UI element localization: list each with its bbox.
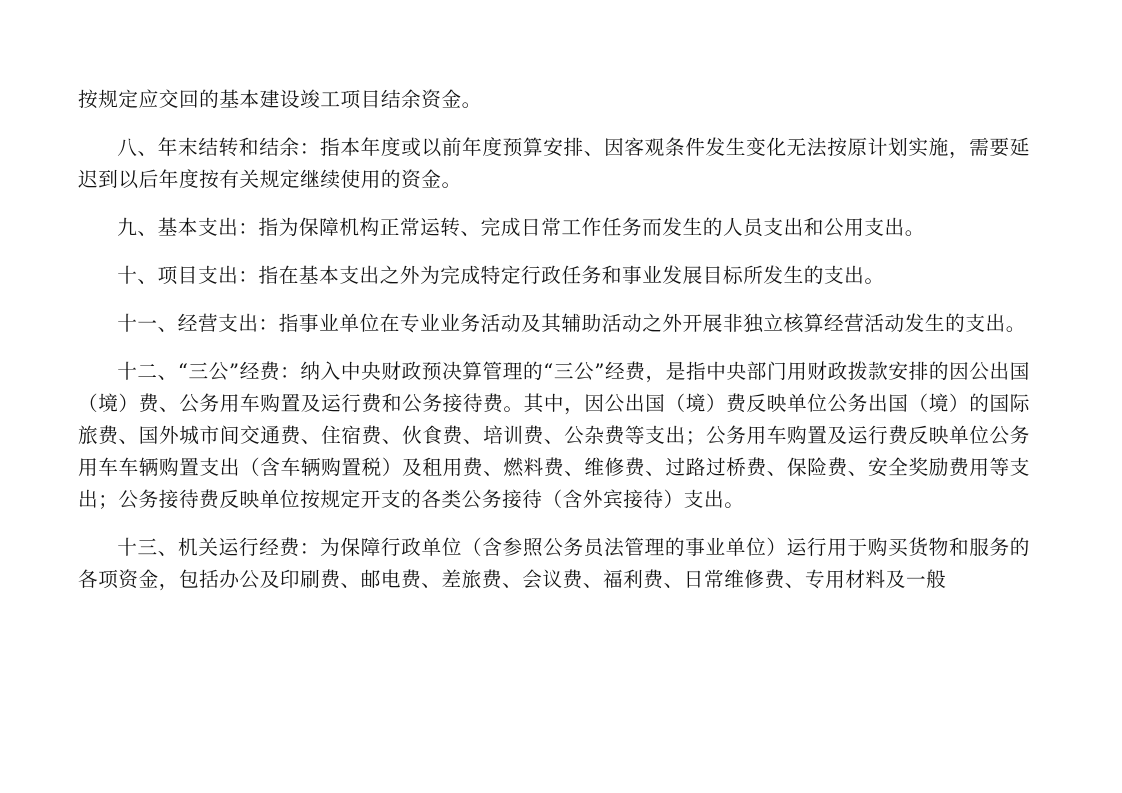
paragraph-three-public-expenses: 十二、“三公”经费：纳入中央财政预决算管理的“三公”经费，是指中央部门用财政拨款安排的因公出国（境）费、公务用车购置及运行费和公务接待费。其中，因公出国（境）费反映单位公务出国（境）的国际旅费、国外城市间交通费、住宿费、伙食费、培训费、公杂费等支出；公务用车购置及运行费反映单位公务用车车辆购置支出（含车辆购置税）及租用费、燃料费、维修费、过路过桥费、保险费、安全奖励费用等支出；公务接待费反映单位按规定开支的各类公务接待（含外宾接待）支出。 — [78, 360, 1030, 511]
paragraph-agency-operating-funds: 十三、机关运行经费：为保障行政单位（含参照公务员法管理的事业单位）运行用于购买货物和服务的各项资金，包括办公及印刷费、邮电费、差旅费、会议费、福利费、日常维修费、专用材料及一般 — [78, 536, 1030, 591]
document-page — [78, 84, 1030, 612]
paragraph-project-expenditure: 十、项目支出：指在基本支出之外为完成特定行政任务和事业发展目标所发生的支出。 — [117, 264, 885, 287]
paragraph-year-end-balance: 八、年末结转和结余：指本年度或以前年度预算安排、因客观条件发生变化无法按原计划实施，需要延迟到以后年度按有关规定继续使用的资金。 — [78, 136, 1030, 191]
paragraph-operating-expenditure: 十一、经营支出：指事业单位在专业业务活动及其辅助活动之外开展非独立核算经营活动发生的支出。 — [117, 312, 1026, 335]
paragraph-continuation: 按规定应交回的基本建设竣工项目结余资金。 — [78, 88, 482, 111]
paragraph-basic-expenditure: 九、基本支出：指为保障机构正常运转、完成日常工作任务而发生的人员支出和公用支出。 — [117, 216, 925, 239]
